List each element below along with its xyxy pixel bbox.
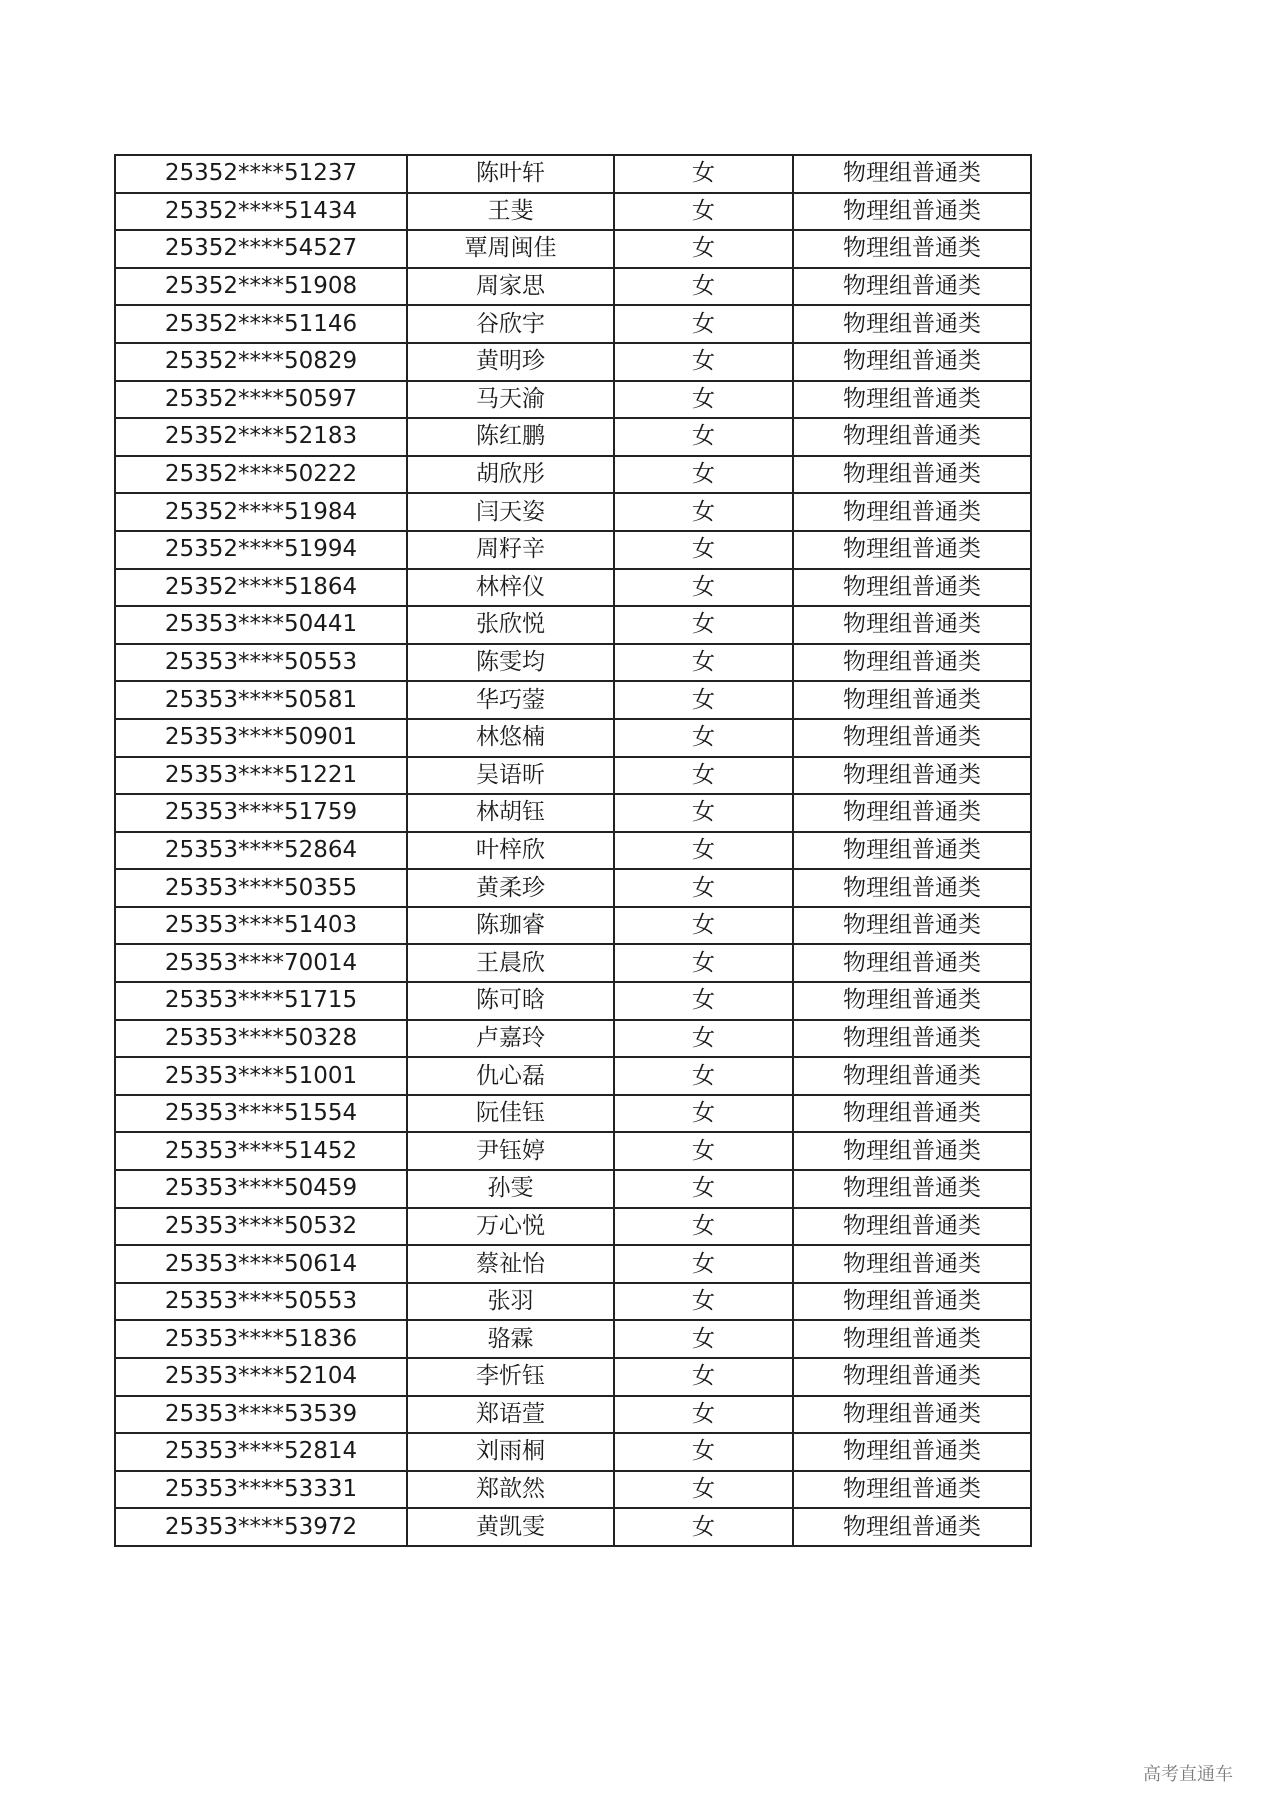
table-row	[115, 719, 1031, 757]
gender-cell: 女	[614, 1208, 793, 1246]
exam-id-cell: 25353****50901	[115, 719, 407, 757]
exam-id-cell: 25353****50614	[115, 1245, 407, 1283]
table-row	[115, 418, 1031, 456]
admission-list-table	[114, 154, 1032, 1547]
category-cell: 物理组普通类	[793, 869, 1031, 907]
table-row	[115, 1358, 1031, 1396]
name-cell: 林胡钰	[407, 794, 614, 832]
gender-cell: 女	[614, 1358, 793, 1396]
category-cell: 物理组普通类	[793, 1132, 1031, 1170]
table-row	[115, 1396, 1031, 1434]
table-row	[115, 1508, 1031, 1546]
name-cell: 王斐	[407, 193, 614, 231]
category-cell: 物理组普通类	[793, 794, 1031, 832]
table-row	[115, 1283, 1031, 1321]
name-cell: 王晨欣	[407, 944, 614, 982]
exam-id-cell: 25352****50222	[115, 456, 407, 494]
name-cell: 卢嘉玲	[407, 1020, 614, 1058]
exam-id-cell: 25353****53972	[115, 1508, 407, 1546]
name-cell: 林梓仪	[407, 569, 614, 607]
name-cell: 孙雯	[407, 1170, 614, 1208]
exam-id-cell: 25352****52183	[115, 418, 407, 456]
table-row	[115, 944, 1031, 982]
name-cell: 黄明珍	[407, 343, 614, 381]
name-cell: 陈珈睿	[407, 907, 614, 945]
exam-id-cell: 25353****53539	[115, 1396, 407, 1434]
gender-cell: 女	[614, 794, 793, 832]
table-row	[115, 493, 1031, 531]
exam-id-cell: 25352****50597	[115, 381, 407, 419]
category-cell: 物理组普通类	[793, 1057, 1031, 1095]
table-row	[115, 1245, 1031, 1283]
name-cell: 马天渝	[407, 381, 614, 419]
name-cell: 刘雨桐	[407, 1433, 614, 1471]
gender-cell: 女	[614, 305, 793, 343]
category-cell: 物理组普通类	[793, 343, 1031, 381]
exam-id-cell: 25352****54527	[115, 230, 407, 268]
category-cell: 物理组普通类	[793, 907, 1031, 945]
gender-cell: 女	[614, 644, 793, 682]
gender-cell: 女	[614, 1132, 793, 1170]
gender-cell: 女	[614, 944, 793, 982]
name-cell: 林悠楠	[407, 719, 614, 757]
name-cell: 骆霖	[407, 1320, 614, 1358]
exam-id-cell: 25353****70014	[115, 944, 407, 982]
category-cell: 物理组普通类	[793, 757, 1031, 795]
gender-cell: 女	[614, 493, 793, 531]
name-cell: 陈可晗	[407, 982, 614, 1020]
category-cell: 物理组普通类	[793, 1508, 1031, 1546]
name-cell: 陈叶轩	[407, 155, 614, 193]
watermark: 高考直通车	[1143, 1764, 1233, 1785]
table-row	[115, 1057, 1031, 1095]
name-cell: 陈红鹏	[407, 418, 614, 456]
exam-id-cell: 25353****51554	[115, 1095, 407, 1133]
gender-cell: 女	[614, 719, 793, 757]
table-row	[115, 757, 1031, 795]
table-row	[115, 1095, 1031, 1133]
category-cell: 物理组普通类	[793, 832, 1031, 870]
table-row	[115, 1208, 1031, 1246]
table-row	[115, 606, 1031, 644]
gender-cell: 女	[614, 832, 793, 870]
exam-id-cell: 25353****50581	[115, 681, 407, 719]
name-cell: 叶梓欣	[407, 832, 614, 870]
category-cell: 物理组普通类	[793, 681, 1031, 719]
table-row	[115, 832, 1031, 870]
table-row	[115, 569, 1031, 607]
table-body	[115, 155, 1031, 1546]
table-row	[115, 794, 1031, 832]
exam-id-cell: 25353****50553	[115, 644, 407, 682]
table-row	[115, 869, 1031, 907]
name-cell: 谷欣宇	[407, 305, 614, 343]
gender-cell: 女	[614, 982, 793, 1020]
table-row	[115, 1132, 1031, 1170]
table-row	[115, 381, 1031, 419]
exam-id-cell: 25353****51759	[115, 794, 407, 832]
category-cell: 物理组普通类	[793, 456, 1031, 494]
name-cell: 尹钰婷	[407, 1132, 614, 1170]
name-cell: 覃周闽佳	[407, 230, 614, 268]
gender-cell: 女	[614, 1320, 793, 1358]
category-cell: 物理组普通类	[793, 982, 1031, 1020]
table-row	[115, 1471, 1031, 1509]
exam-id-cell: 25353****51452	[115, 1132, 407, 1170]
gender-cell: 女	[614, 869, 793, 907]
gender-cell: 女	[614, 1245, 793, 1283]
table-row	[115, 1020, 1031, 1058]
category-cell: 物理组普通类	[793, 1396, 1031, 1434]
gender-cell: 女	[614, 1283, 793, 1321]
name-cell: 张羽	[407, 1283, 614, 1321]
category-cell: 物理组普通类	[793, 1320, 1031, 1358]
table-row	[115, 907, 1031, 945]
gender-cell: 女	[614, 681, 793, 719]
exam-id-cell: 25353****50459	[115, 1170, 407, 1208]
gender-cell: 女	[614, 1095, 793, 1133]
exam-id-cell: 25353****52864	[115, 832, 407, 870]
table-row	[115, 644, 1031, 682]
exam-id-cell: 25353****50328	[115, 1020, 407, 1058]
table-row	[115, 268, 1031, 306]
exam-id-cell: 25352****51984	[115, 493, 407, 531]
exam-id-cell: 25352****51864	[115, 569, 407, 607]
category-cell: 物理组普通类	[793, 569, 1031, 607]
category-cell: 物理组普通类	[793, 493, 1031, 531]
gender-cell: 女	[614, 155, 793, 193]
name-cell: 胡欣彤	[407, 456, 614, 494]
category-cell: 物理组普通类	[793, 944, 1031, 982]
name-cell: 阮佳钰	[407, 1095, 614, 1133]
gender-cell: 女	[614, 381, 793, 419]
category-cell: 物理组普通类	[793, 155, 1031, 193]
gender-cell: 女	[614, 456, 793, 494]
category-cell: 物理组普通类	[793, 193, 1031, 231]
name-cell: 黄柔珍	[407, 869, 614, 907]
exam-id-cell: 25353****50441	[115, 606, 407, 644]
category-cell: 物理组普通类	[793, 381, 1031, 419]
gender-cell: 女	[614, 907, 793, 945]
gender-cell: 女	[614, 1471, 793, 1509]
exam-id-cell: 25353****51001	[115, 1057, 407, 1095]
exam-id-cell: 25353****51836	[115, 1320, 407, 1358]
gender-cell: 女	[614, 1508, 793, 1546]
category-cell: 物理组普通类	[793, 1020, 1031, 1058]
table-row	[115, 230, 1031, 268]
category-cell: 物理组普通类	[793, 1433, 1031, 1471]
table-row	[115, 305, 1031, 343]
gender-cell: 女	[614, 1170, 793, 1208]
category-cell: 物理组普通类	[793, 1095, 1031, 1133]
table-row	[115, 681, 1031, 719]
category-cell: 物理组普通类	[793, 1170, 1031, 1208]
category-cell: 物理组普通类	[793, 1208, 1031, 1246]
name-cell: 陈雯均	[407, 644, 614, 682]
category-cell: 物理组普通类	[793, 531, 1031, 569]
table-row	[115, 1433, 1031, 1471]
exam-id-cell: 25353****51403	[115, 907, 407, 945]
gender-cell: 女	[614, 569, 793, 607]
exam-id-cell: 25353****53331	[115, 1471, 407, 1509]
table-row	[115, 343, 1031, 381]
exam-id-cell: 25353****50553	[115, 1283, 407, 1321]
exam-id-cell: 25352****51434	[115, 193, 407, 231]
name-cell: 闫天姿	[407, 493, 614, 531]
name-cell: 华巧蓥	[407, 681, 614, 719]
category-cell: 物理组普通类	[793, 644, 1031, 682]
gender-cell: 女	[614, 343, 793, 381]
gender-cell: 女	[614, 1433, 793, 1471]
name-cell: 郑语萱	[407, 1396, 614, 1434]
category-cell: 物理组普通类	[793, 1283, 1031, 1321]
exam-id-cell: 25353****50355	[115, 869, 407, 907]
name-cell: 万心悦	[407, 1208, 614, 1246]
name-cell: 蔡祉怡	[407, 1245, 614, 1283]
table-row	[115, 193, 1031, 231]
name-cell: 黄凯雯	[407, 1508, 614, 1546]
gender-cell: 女	[614, 418, 793, 456]
table-row	[115, 982, 1031, 1020]
gender-cell: 女	[614, 193, 793, 231]
exam-id-cell: 25353****52104	[115, 1358, 407, 1396]
category-cell: 物理组普通类	[793, 1471, 1031, 1509]
name-cell: 仇心磊	[407, 1057, 614, 1095]
name-cell: 张欣悦	[407, 606, 614, 644]
exam-id-cell: 25352****51146	[115, 305, 407, 343]
category-cell: 物理组普通类	[793, 230, 1031, 268]
gender-cell: 女	[614, 1020, 793, 1058]
name-cell: 吴语昕	[407, 757, 614, 795]
table-row	[115, 456, 1031, 494]
gender-cell: 女	[614, 230, 793, 268]
category-cell: 物理组普通类	[793, 418, 1031, 456]
category-cell: 物理组普通类	[793, 268, 1031, 306]
exam-id-cell: 25352****50829	[115, 343, 407, 381]
category-cell: 物理组普通类	[793, 1358, 1031, 1396]
exam-id-cell: 25352****51908	[115, 268, 407, 306]
gender-cell: 女	[614, 1396, 793, 1434]
exam-id-cell: 25353****52814	[115, 1433, 407, 1471]
exam-id-cell: 25352****51994	[115, 531, 407, 569]
category-cell: 物理组普通类	[793, 1245, 1031, 1283]
gender-cell: 女	[614, 757, 793, 795]
name-cell: 李忻钰	[407, 1358, 614, 1396]
table-row	[115, 1170, 1031, 1208]
category-cell: 物理组普通类	[793, 719, 1031, 757]
exam-id-cell: 25352****51237	[115, 155, 407, 193]
gender-cell: 女	[614, 606, 793, 644]
category-cell: 物理组普通类	[793, 606, 1031, 644]
gender-cell: 女	[614, 531, 793, 569]
gender-cell: 女	[614, 268, 793, 306]
name-cell: 周籽辛	[407, 531, 614, 569]
category-cell: 物理组普通类	[793, 305, 1031, 343]
gender-cell: 女	[614, 1057, 793, 1095]
name-cell: 周家思	[407, 268, 614, 306]
exam-id-cell: 25353****50532	[115, 1208, 407, 1246]
exam-id-cell: 25353****51715	[115, 982, 407, 1020]
table-row	[115, 155, 1031, 193]
table-row	[115, 1320, 1031, 1358]
table-row	[115, 531, 1031, 569]
exam-id-cell: 25353****51221	[115, 757, 407, 795]
name-cell: 郑歆然	[407, 1471, 614, 1509]
